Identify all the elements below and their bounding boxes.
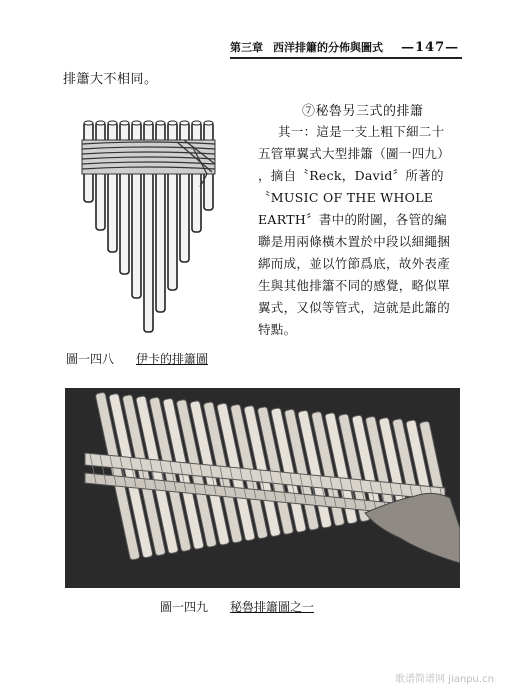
section-title: ⑦秘魯另三式的排簫 [302,104,424,119]
paragraph-line: 特點。 [258,322,297,337]
panpipe-drawing [62,112,242,347]
paragraph-line: ，摘自〝Reck，David〞所著的 [258,168,444,183]
figure148-number: 圖一四八 [66,352,115,366]
figure148-title: 伊卡的排簫圖 [136,352,209,366]
figure149-number: 圖一四九 [160,600,209,614]
paragraph-line: 翼式，又似等管式，這就是此簫的 [258,300,451,315]
page-header [230,36,470,58]
peru-panpipe-photo [65,388,460,588]
figure148-caption [66,350,208,367]
header-rule [230,57,462,59]
paragraph-line: 聯是用兩條橫木置於中段以細繩捆 [258,234,451,249]
paragraph-line: 生與其他排簫不同的感覺，略似單 [258,278,451,293]
figure149-title: 秘魯排簫圖之一 [230,600,315,614]
figure149-caption [160,598,314,615]
paragraph-line: 綁而成，並以竹節爲底，故外表產 [258,256,451,271]
paragraph-line: EARTH〞書中的附圖，各管的編 [258,212,447,227]
site-watermark: 歌谱简谱网 jianpu.cn [395,674,494,685]
paragraph-line: 〝MUSIC OF THE WHOLE [258,190,434,205]
paragraph-line: 其一：這是一支上粗下細二十 [278,124,445,139]
chapter-title: 西洋排簫的分佈與圖式 [273,41,383,54]
intro-line: 排簫大不相同。 [63,72,158,87]
chapter-label: 第三章 [230,41,263,54]
paragraph-line: 五管單翼式大型排簫（圖一四九） [258,146,451,161]
page-number: —147— [401,39,460,55]
